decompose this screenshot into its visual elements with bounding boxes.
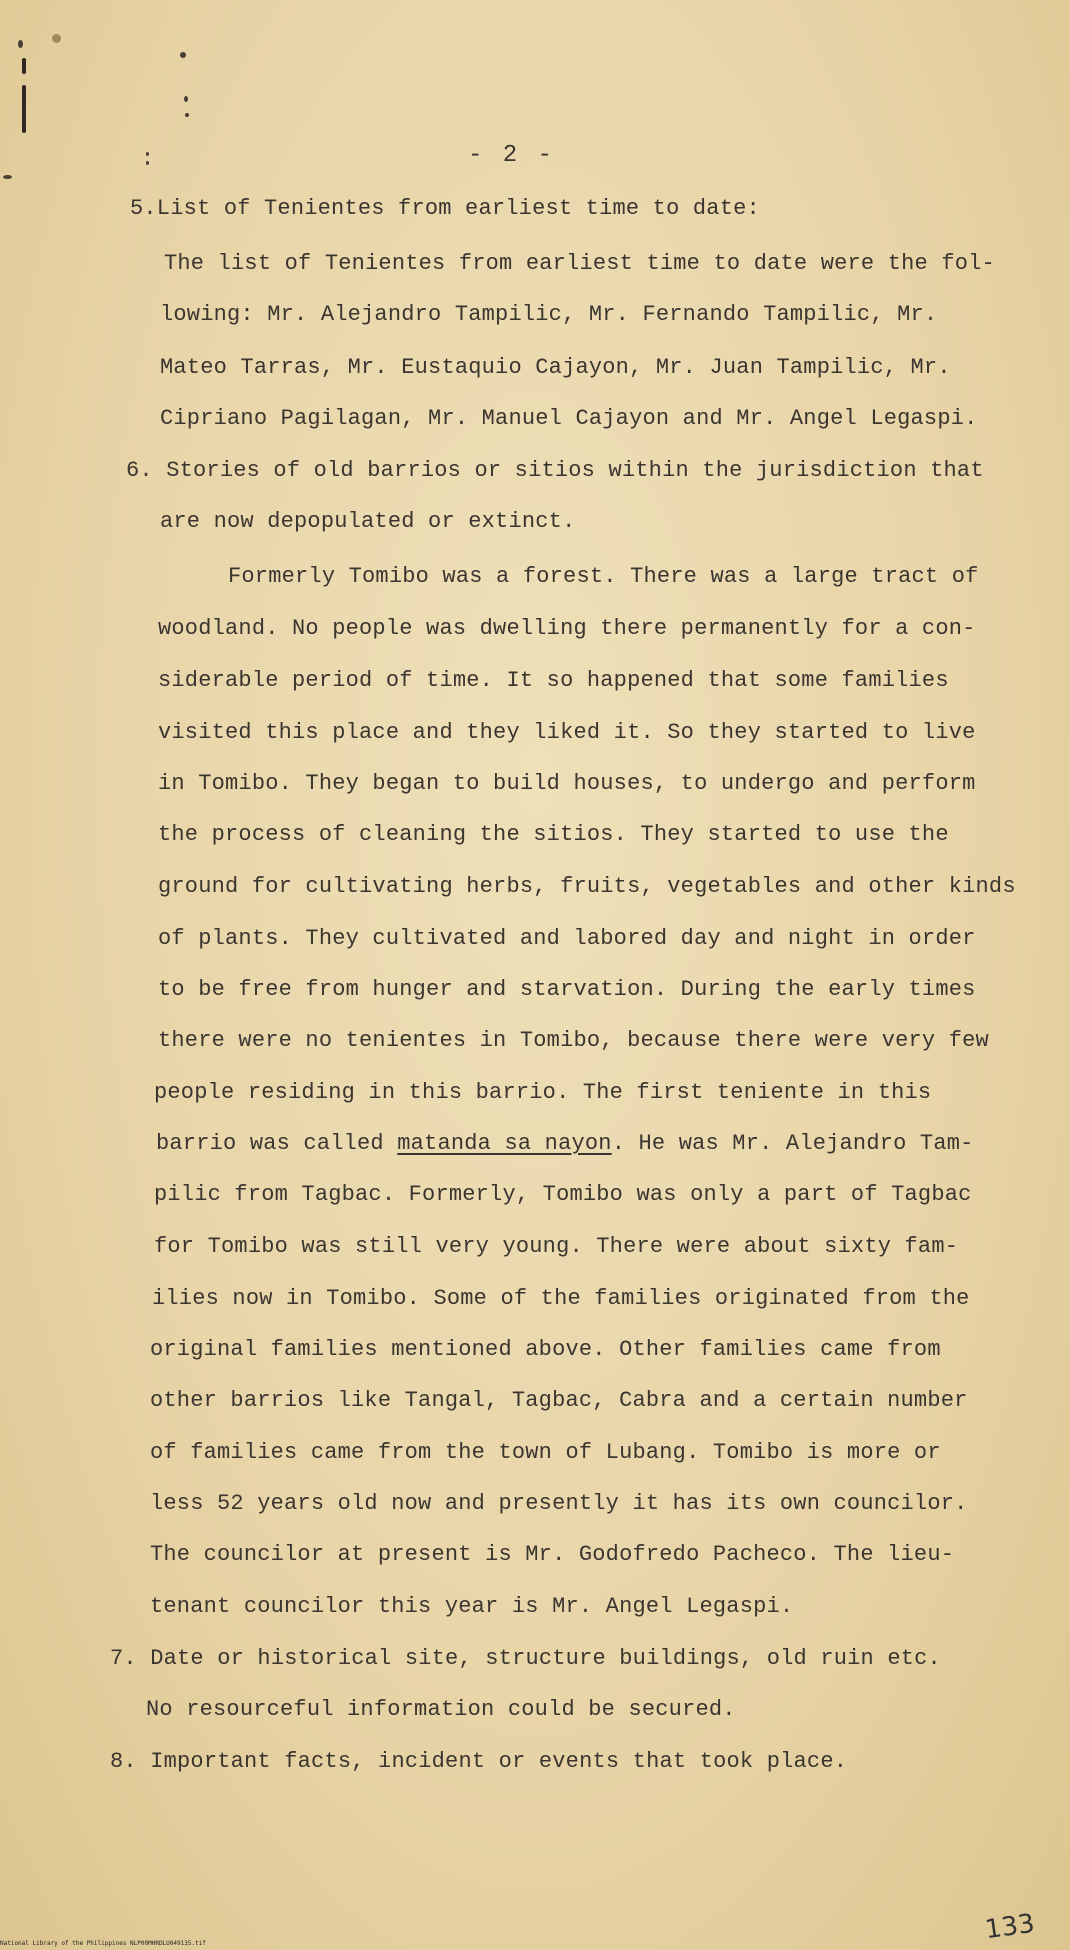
text-line: Cipriano Pagilagan, Mr. Manuel Cajayon and Mr. Angel Legaspi. bbox=[160, 406, 978, 431]
scan-footer: National Library of the Philippines NLP00MHRDLU049135.tif bbox=[0, 1940, 206, 1947]
text-line: visited this place and they liked it. So they started to live bbox=[158, 720, 976, 745]
text-line: tenant councilor this year is Mr. Angel Legaspi. bbox=[150, 1594, 794, 1619]
text-line: the process of cleaning the sitios. They started to use the bbox=[158, 822, 949, 847]
margin-speck bbox=[52, 34, 61, 43]
margin-speck bbox=[185, 113, 189, 117]
text-segment: . He was Mr. Alejandro Tam- bbox=[611, 1131, 974, 1156]
text-line: original families mentioned above. Other families came from bbox=[150, 1337, 941, 1362]
text-line: siderable period of time. It so happened that some families bbox=[158, 668, 949, 693]
text-line bbox=[156, 1131, 974, 1156]
margin-speck bbox=[3, 175, 12, 179]
text-line: lowing: Mr. Alejandro Tampilic, Mr. Fernando Tampilic, Mr. bbox=[160, 302, 938, 327]
section-6-heading: 6. Stories of old barrios or sitios within the jurisdiction that bbox=[126, 458, 984, 483]
margin-speck bbox=[146, 152, 149, 156]
margin-mark bbox=[22, 58, 26, 74]
text-line: people residing in this barrio. The first teniente in this bbox=[154, 1080, 932, 1105]
section-7-heading: 7. Date or historical site, structure buildings, old ruin etc. bbox=[110, 1646, 941, 1671]
margin-speck bbox=[146, 161, 149, 165]
section-8-heading: 8. Important facts, incident or events that took place. bbox=[110, 1749, 848, 1774]
text-line: for Tomibo was still very young. There were about sixty fam- bbox=[154, 1234, 959, 1259]
margin-mark bbox=[22, 85, 26, 133]
text-line: of plants. They cultivated and labored day and night in order bbox=[158, 926, 976, 951]
text-line: other barrios like Tangal, Tagbac, Cabra and a certain number bbox=[150, 1388, 968, 1413]
text-segment: barrio was called bbox=[156, 1131, 384, 1156]
margin-speck bbox=[180, 52, 186, 58]
text-line: Mateo Tarras, Mr. Eustaquio Cajayon, Mr. Juan Tampilic, Mr. bbox=[160, 355, 951, 380]
text-line: pilic from Tagbac. Formerly, Tomibo was only a part of Tagbac bbox=[154, 1182, 972, 1207]
margin-speck bbox=[184, 96, 188, 102]
handwritten-page-number: 133 bbox=[983, 1908, 1037, 1946]
text-line: of families came from the town of Lubang. Tomibo is more or bbox=[150, 1440, 941, 1465]
text-line: less 52 years old now and presently it has its own councilor. bbox=[150, 1491, 968, 1516]
text-line: in Tomibo. They began to build houses, to undergo and perform bbox=[158, 771, 976, 796]
text-line: to be free from hunger and starvation. During the early times bbox=[158, 977, 976, 1002]
text-line: Formerly Tomibo was a forest. There was a large tract of bbox=[228, 564, 979, 589]
text-line: are now depopulated or extinct. bbox=[160, 509, 576, 534]
text-line: No resourceful information could be secured. bbox=[146, 1697, 736, 1722]
text-line: woodland. No people was dwelling there permanently for a con- bbox=[158, 616, 976, 641]
text-line: ground for cultivating herbs, fruits, vegetables and other kinds bbox=[158, 874, 1016, 899]
section-5-heading: 5.List of Tenientes from earliest time to date: bbox=[130, 196, 760, 221]
text-line: ilies now in Tomibo. Some of the families originated from the bbox=[152, 1286, 970, 1311]
margin-speck bbox=[18, 40, 23, 48]
text-line: The councilor at present is Mr. Godofredo Pacheco. The lieu- bbox=[150, 1542, 955, 1567]
underlined-term: matanda sa nayon bbox=[397, 1131, 612, 1156]
page-number: - 2 - bbox=[468, 142, 556, 169]
text-line: The list of Tenientes from earliest time to date were the fol- bbox=[164, 251, 995, 276]
text-line: there were no tenientes in Tomibo, because there were very few bbox=[158, 1028, 989, 1053]
